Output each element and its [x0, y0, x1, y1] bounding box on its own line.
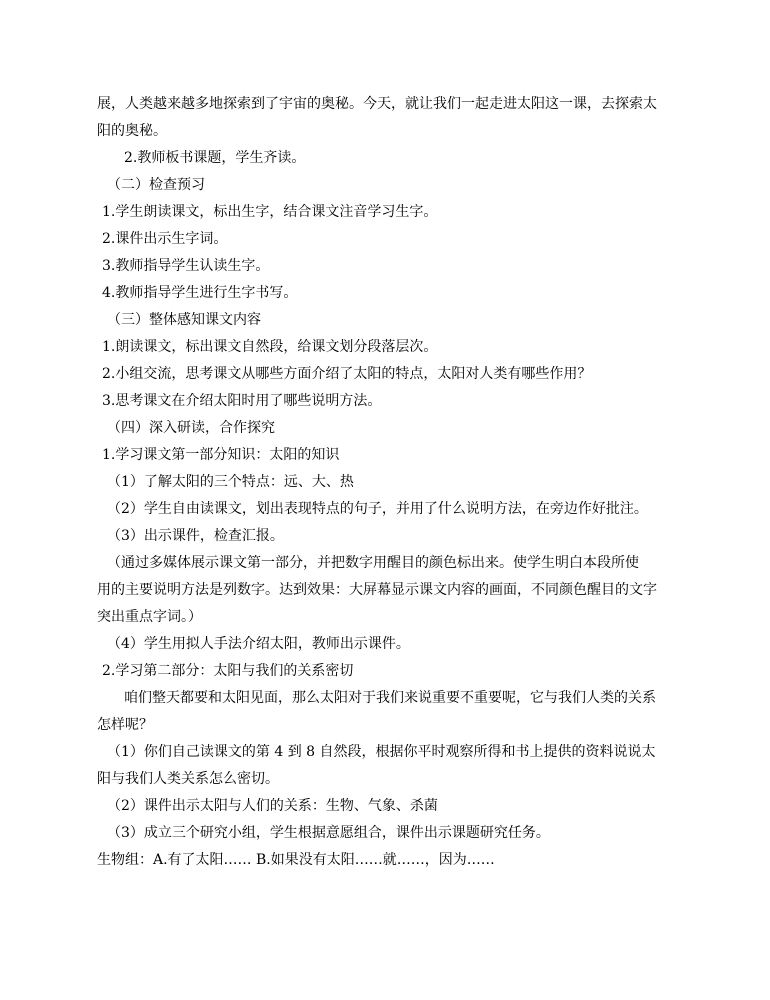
text-line: 阳的奥秘。: [97, 123, 167, 139]
section-heading: （二）检查预习: [107, 177, 205, 193]
text-line: 2.教师板书课题，学生齐读。: [124, 150, 306, 166]
text-line: 1.学习课文第一部分知识：太阳的知识: [102, 447, 340, 463]
text-line: 3.教师指导学生认读生字。: [102, 258, 270, 274]
text-line: 3.思考课文在介绍太阳时用了哪些说明方法。: [102, 393, 382, 409]
section-heading: （三）整体感知课文内容: [107, 312, 261, 328]
text-line: 展，人类越来越多地探索到了宇宙的奥秘。今天，就让我们一起走进太阳这一课，去探索太: [97, 96, 657, 112]
text-line: 用的主要说明方法是列数字。达到效果：大屏幕显示课文内容的画面，不同颜色醒目的文字: [97, 582, 657, 598]
text-line: （2）学生自由读课文，划出表现特点的句子，并用了什么说明方法，在旁边作好批注。: [107, 501, 648, 517]
text-line: 突出重点字词。）: [97, 609, 202, 625]
text-line: （1）你们自己读课文的第 4 到 8 自然段，根据你平时观察所得和书上提供的资料说说太: [107, 744, 656, 760]
section-heading: （四）深入研读，合作探究: [107, 420, 275, 436]
text-line: 2.学习第二部分：太阳与我们的关系密切: [102, 663, 354, 679]
text-line: （3）出示课件，检查汇报。: [107, 528, 284, 544]
text-line: （通过多媒体展示课文第一部分，并把数字用醒目的颜色标出来。使学生明白本段所使: [107, 555, 639, 571]
text-line: 咱们整天都要和太阳见面，那么太阳对于我们来说重要不重要呢，它与我们人类的关系: [124, 690, 656, 706]
text-line: 1.学生朗读课文，标出生字，结合课文注音学习生字。: [102, 204, 438, 220]
text-line: 生物组：A.有了太阳…… B.如果没有太阳……就……，因为……: [97, 852, 495, 868]
text-line: 怎样呢？: [97, 717, 153, 733]
text-line: 阳与我们人类关系怎么密切。: [97, 771, 279, 787]
text-line: （2）课件出示太阳与人们的关系：生物、气象、杀菌: [107, 798, 438, 814]
text-line: 2.课件出示生字词。: [102, 231, 228, 247]
text-line: 4.教师指导学生进行生字书写。: [102, 285, 298, 301]
text-line: 2.小组交流，思考课文从哪些方面介绍了太阳的特点，太阳对人类有哪些作用？: [102, 366, 592, 382]
text-line: （3）成立三个研究小组，学生根据意愿组合，课件出示课题研究任务。: [107, 825, 550, 841]
text-line: 1.朗读课文，标出课文自然段，给课文划分段落层次。: [102, 339, 438, 355]
text-line: （4）学生用拟人手法介绍太阳，教师出示课件。: [107, 636, 410, 652]
text-line: （1）了解太阳的三个特点：远、大、热: [107, 474, 354, 490]
